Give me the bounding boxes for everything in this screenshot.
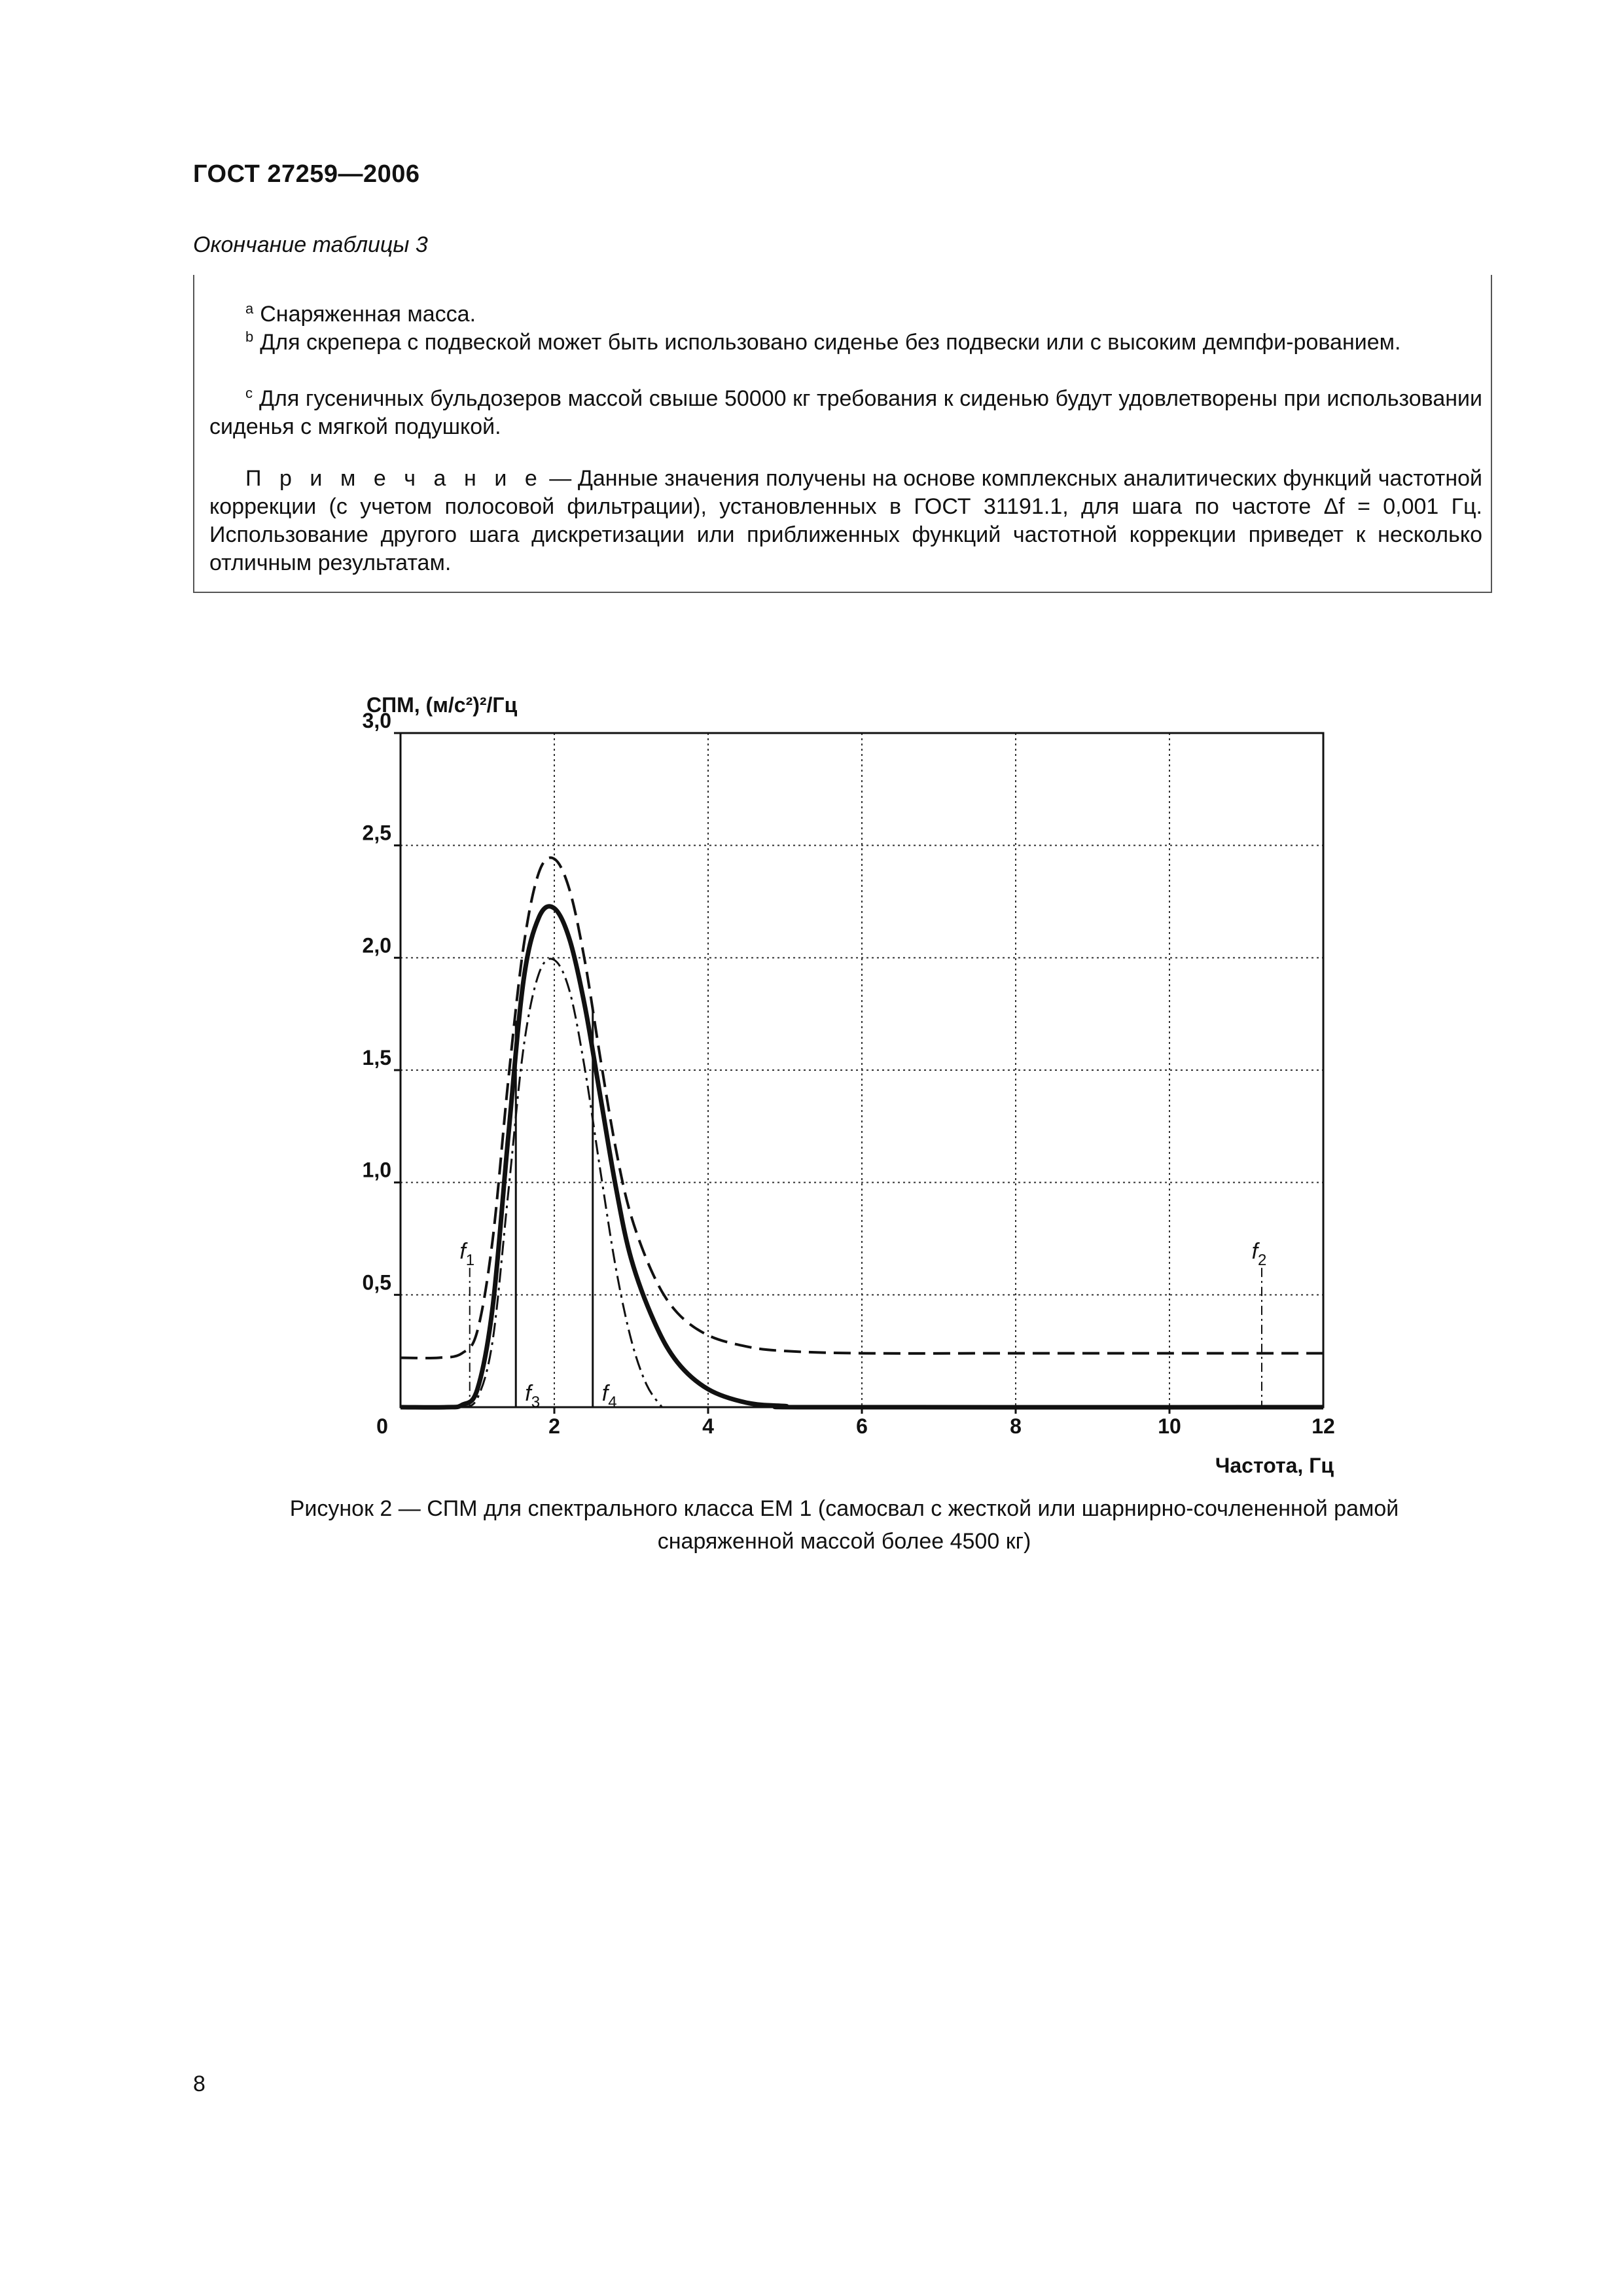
x-tick-label: 10 xyxy=(1158,1414,1181,1438)
y-tick-label: 0,5 xyxy=(362,1270,391,1295)
y-tick-label: 1,0 xyxy=(362,1158,391,1182)
x-tick-label: 0 xyxy=(376,1414,388,1438)
table-caption: Окончание таблицы 3 xyxy=(193,232,428,257)
note-label: П р и м е ч а н и е xyxy=(245,466,543,491)
footnote-text: Снаряженная масса. xyxy=(260,302,476,327)
y-tick-label: 1,5 xyxy=(362,1046,391,1069)
series-curve-solid xyxy=(401,906,1323,1408)
x-axis-label: Частота, Гц xyxy=(1215,1454,1334,1477)
x-tick-label: 2 xyxy=(548,1414,560,1438)
note-text: — Данные значения получены на основе комплексных аналитических функций частотной коррекции (с учетом полосовой фильтрации), установленных в ГОСТ 31191.1, для шага по частоте Δf = 0,001 Гц. Использование другого шага дискретизации или приближенных функций частотной коррекции приведет к несколько отличным результатам. xyxy=(209,466,1482,575)
x-tick-label: 8 xyxy=(1010,1414,1022,1438)
marker-label-f1: $f_1$ xyxy=(459,1239,475,1270)
footnote-c xyxy=(209,379,1482,441)
x-tick-label: 12 xyxy=(1311,1414,1335,1438)
footnote-mark: c xyxy=(245,385,253,401)
figure-caption-line-2: снаряженной массой более 4500 кг) xyxy=(657,1529,1031,1554)
x-tick-label: 4 xyxy=(702,1414,714,1438)
footnote-text: Для гусеничных бульдозеров массой свыше 50000 кг требования к сиденью будут удовлетворены при использовании сиденья с мягкой подушкой. xyxy=(209,386,1482,439)
footnote-mark: a xyxy=(245,300,254,317)
figure-caption xyxy=(196,1492,1492,1558)
y-axis-label: СПМ, (м/с²)²/Гц xyxy=(366,693,518,717)
marker-label-f3: $f_3$ xyxy=(525,1381,541,1411)
spm-chart xyxy=(327,681,1374,1486)
page-number: 8 xyxy=(193,2072,205,2096)
y-tick-label: 3,0 xyxy=(362,709,391,732)
figure-caption-line-1: Рисунок 2 — СПМ для спектрального класса ЕМ 1 (самосвал с жесткой или шарнирно-сочлененной рамой xyxy=(289,1496,1399,1521)
x-tick-label: 6 xyxy=(856,1414,868,1438)
footnote-b xyxy=(209,323,1482,357)
marker-label-f2: $f_2$ xyxy=(1251,1239,1267,1270)
footnote-text: Для скрепера с подвеской может быть использовано сиденье без подвески или с высоким демпфи-рованием. xyxy=(260,330,1401,355)
table-note xyxy=(209,465,1482,577)
marker-label-f4: $f_4$ xyxy=(601,1381,617,1411)
y-tick-label: 2,0 xyxy=(362,933,391,958)
y-tick-label: 2,5 xyxy=(362,821,391,845)
spm-chart-svg xyxy=(327,681,1374,1486)
footnote-mark: b xyxy=(245,329,254,345)
document-code: ГОСТ 27259—2006 xyxy=(193,160,420,188)
